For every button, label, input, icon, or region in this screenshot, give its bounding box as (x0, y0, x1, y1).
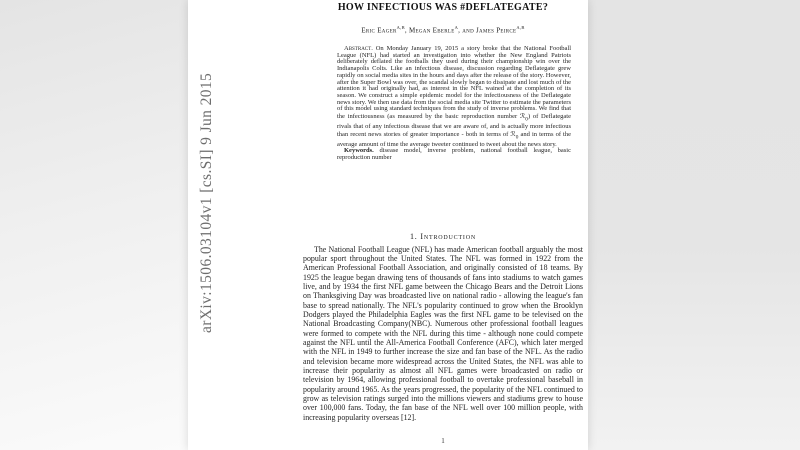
page-number: 1 (441, 437, 445, 445)
keywords-paragraph (337, 148, 571, 161)
script-r: ℛ (519, 112, 526, 121)
author-separator: , (404, 26, 409, 35)
author-name: Megan Eberle (409, 26, 455, 35)
keywords-text: disease model, inverse problem, national football league, basic reproduction number (337, 147, 571, 162)
abstract-text: On Monday January 19, 2015 a story broke that the National Football League (NFL) had started an investigation into whether the New England Patriots deliberately deflated the footballs they used during their championship win over the Indianapolis Colts. Like an infectious disease, discussion regarding Deflategate grew rapidly on social media sites in the hours and days after the release of the story. However, after the Super Bowl was over, the scandal slowly began to dissipate and lost much of the attention it had originally had, as interest in the NFL wained at the completion of its season. We construct a simple epidemic model for the infectiousness of the Deflategate news story. We then use data from the social media site Twitter to estimate the parameters of this model using standard techniques from the study of inverse problems. We find that the infectiousness (as measured by the basic reproduction number (337, 45, 571, 121)
abstract-paragraph (337, 46, 571, 148)
abstract-label: Abstract. (344, 45, 373, 52)
r0-subscript: 0 (525, 117, 528, 123)
authors-line (303, 25, 583, 34)
abstract-text: ) of Deflategate rivals that of any infectious disease that we are aware of, and is actually more infectious than recent news stories of greater importance - both in terms of (337, 113, 571, 138)
section-heading: 1. Introduction (410, 232, 476, 241)
paper-page (188, 0, 588, 450)
abstract-text: and in terms of the average amount of time the average tweeter continued to tweet about the news story. (337, 130, 571, 148)
author-name: Eric Eager (361, 26, 397, 35)
r0-symbol (519, 112, 528, 123)
paper-title: HOW INFECTIOUS WAS #DEFLATEGATE? (337, 2, 549, 13)
keywords-label: Keywords. (344, 147, 374, 155)
introduction-paragraph: The National Football League (NFL) has made American football arguably the most popular sport throughout the United States. The NFL was formed in 1922 from the American Professional Football Association, and originally consisted of 18 teams. By 1925 the league began drawing tens of thousands of fans into stadiums to watch games live, and by 1934 the first NFL game between the Chicago Bears and the Detroit Lions on Thanksgiving Day was broadcasted live on national radio - allowing the league's fan base to spread nationally. The NFL's popularity continued to grow when the Brooklyn Dodgers played the Philadelphia Eagles was the first NFL game to be televised on the National Broadcasting Company(NBC). Numerous other professional football leagues were formed to compete with the NFL during this time - although none could compete against the NFL until the All-America Football Conference (AFC), which later merged with the NFL in 1949 to further increase the size and fan base of the NFL. As the radio and television became more widespread across the United States, the NFL was able to increase their popularity as almost all NFL games were broadcasted on radio or television by 1964, allowing professional football to overtake professional baseball in popularity around 1965. As the years progressed, the popularity of the NFL continued to grow as television ratings surged into the millions viewers and stadiums grew to house over 100,000 fans. Today, the fan base of the NFL well over 100 million people, with increasing popularity overseas [12]. (303, 244, 583, 422)
r0-subscript: 0 (515, 135, 519, 141)
author-affiliation-superscript: A,B (396, 25, 405, 30)
backdrop-right (588, 0, 800, 450)
author-name: and James Peirce (462, 26, 517, 35)
author-affiliation-superscript: A,B (516, 25, 525, 30)
arxiv-identifier: arXiv:1506.03104v1 [cs.SI] 9 Jun 2015 (198, 72, 215, 333)
script-r: ℛ (510, 129, 516, 138)
author-separator: , (458, 26, 463, 35)
author-affiliation-superscript: A (454, 25, 459, 30)
backdrop-left (0, 0, 188, 450)
abstract-block (337, 46, 571, 162)
